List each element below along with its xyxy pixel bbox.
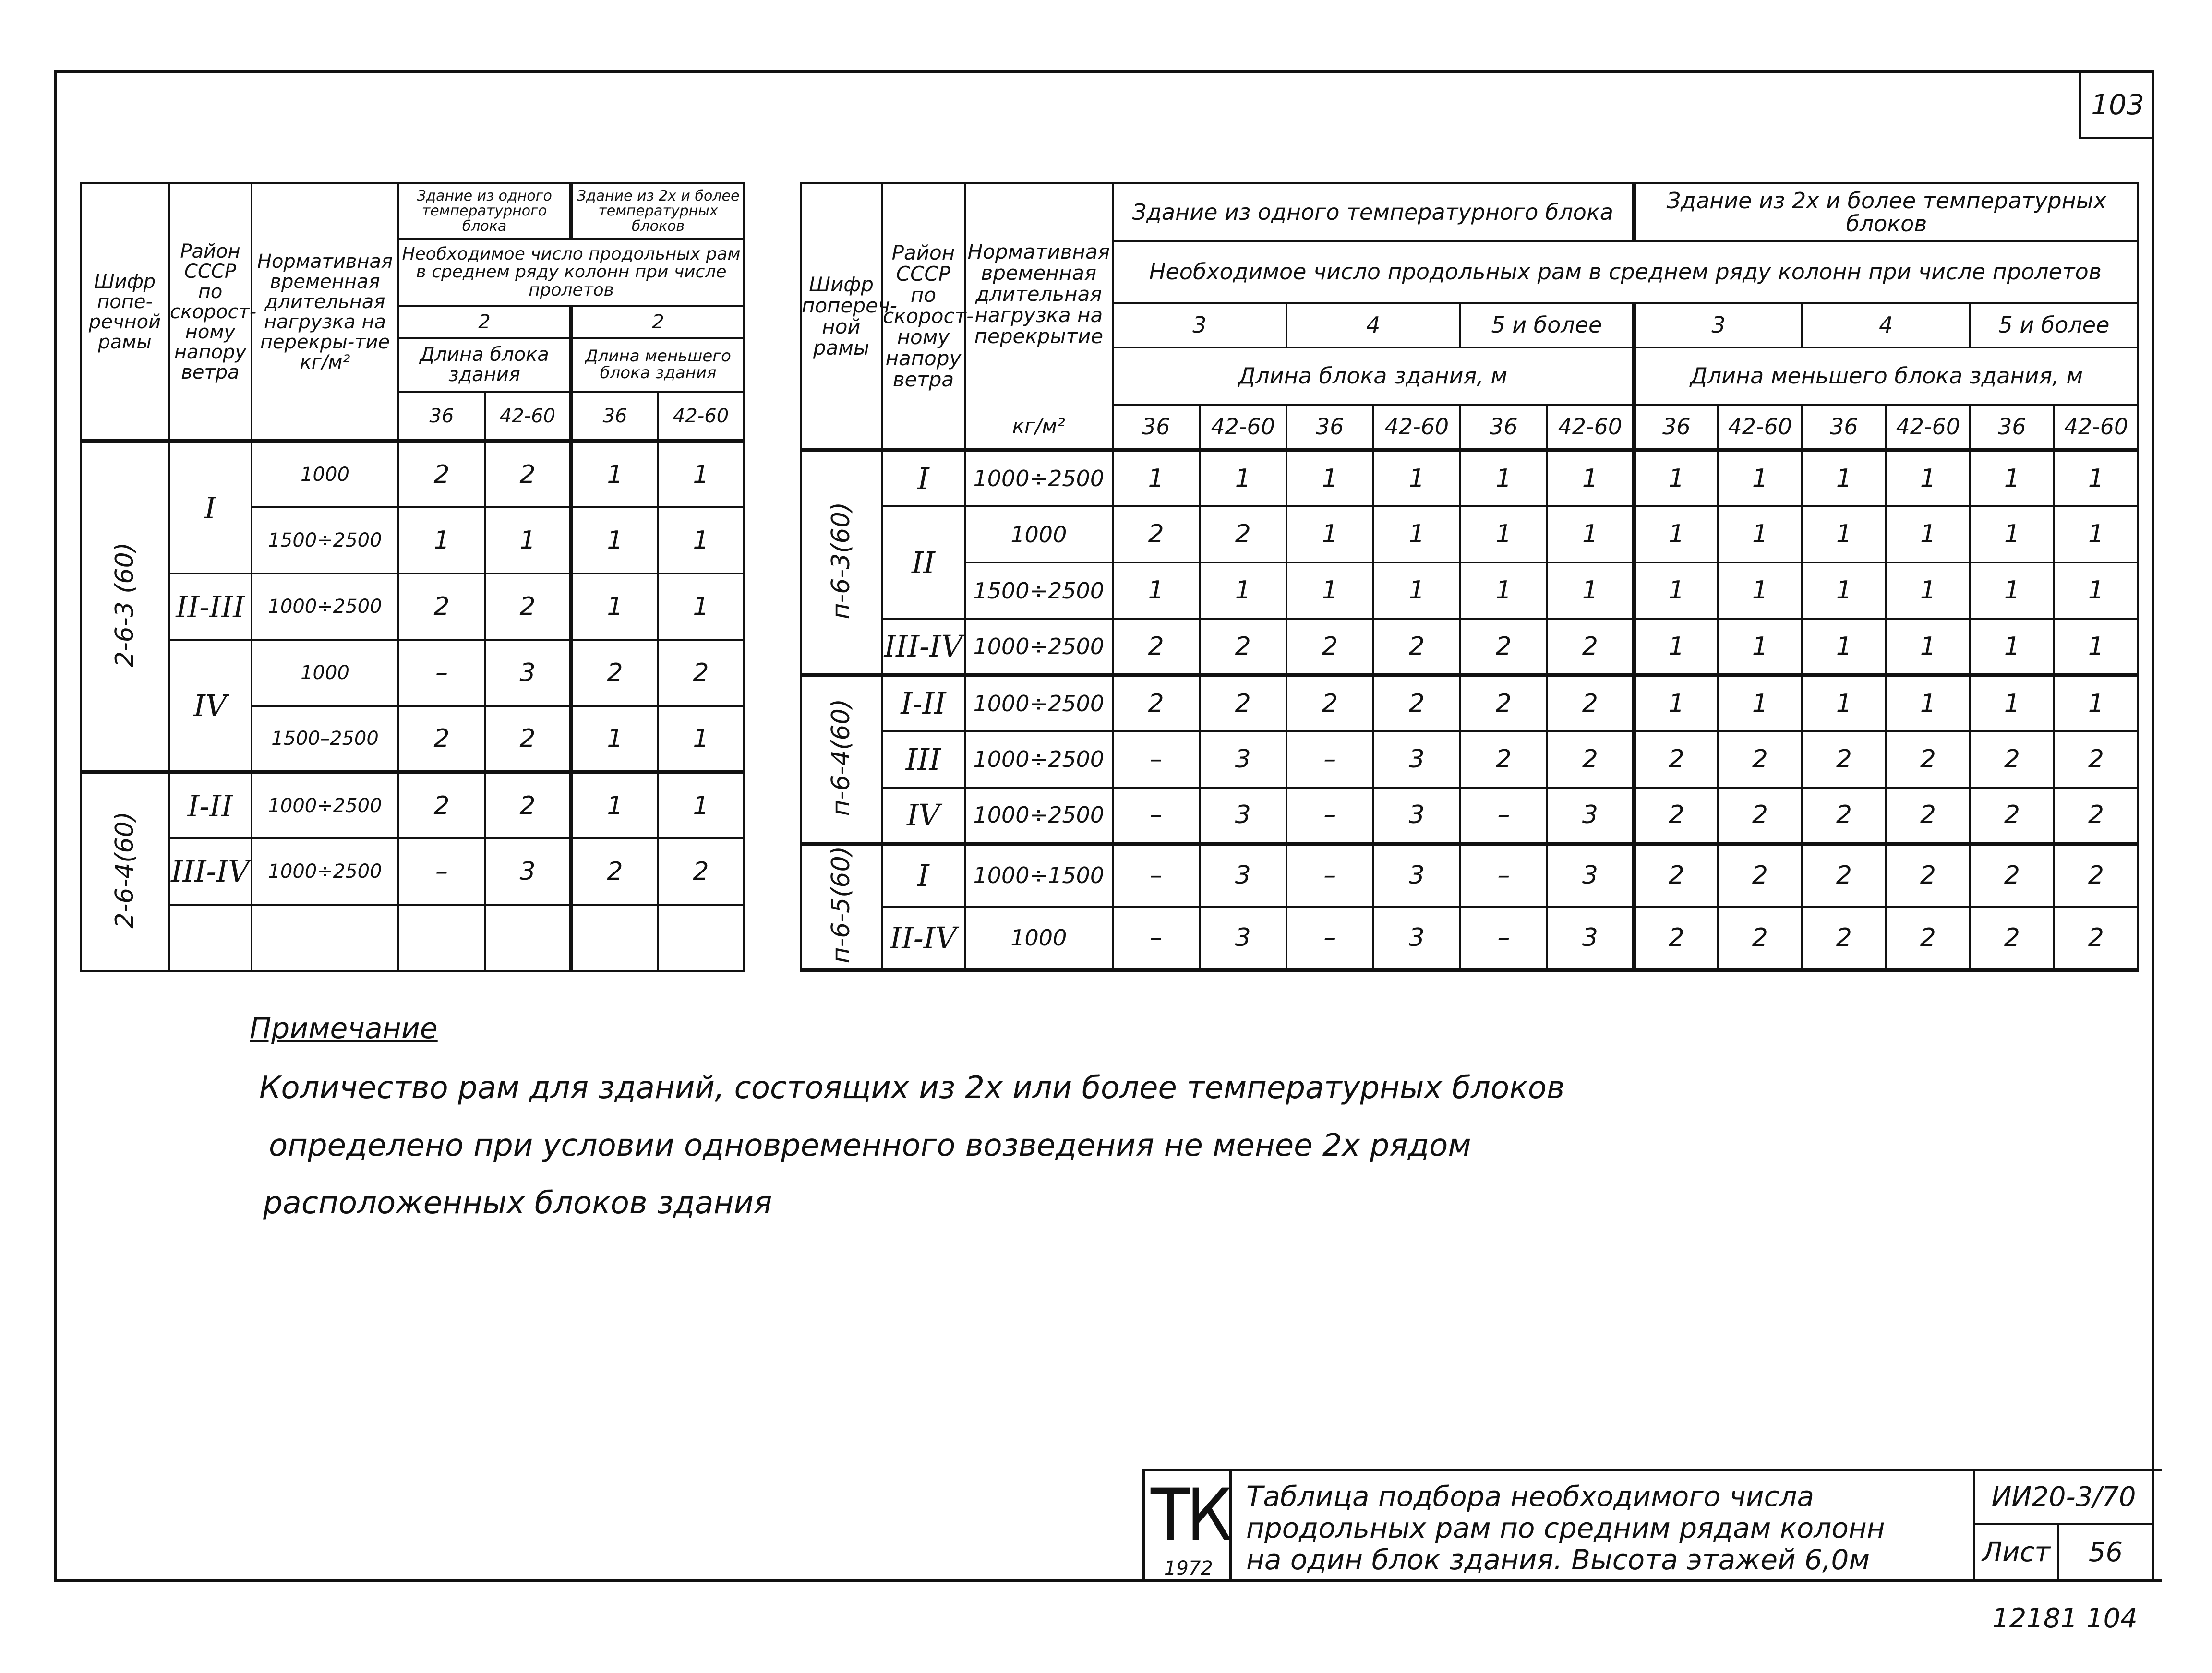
value-cell: 2	[1886, 844, 1970, 907]
value-cell: 2	[1886, 788, 1970, 844]
value-cell: 2	[1718, 907, 1802, 970]
header-load: Нормативная временная длительная нагрузка на перекрытие	[965, 183, 1113, 405]
value-cell: 1	[1718, 675, 1802, 731]
note-line: определено при условии одновременного возведения не менее 2х рядом	[269, 1128, 1471, 1163]
header-multi-block: Здание из 2х и более температурных блоков	[1634, 183, 2138, 241]
value-cell: 2	[571, 838, 658, 905]
value-cell: –	[398, 838, 485, 905]
region-cell: I	[169, 441, 252, 574]
value-cell: –	[1113, 907, 1200, 970]
value-cell: 1	[1802, 562, 1886, 619]
length-label: 42-60	[1547, 405, 1634, 450]
value-cell: 2	[1200, 675, 1286, 731]
span-count: 3	[1634, 303, 1802, 347]
span-count: 3	[1113, 303, 1286, 347]
value-cell: 2	[1970, 788, 2054, 844]
value-cell: 2	[2054, 907, 2138, 970]
value-cell: 2	[485, 574, 571, 640]
cipher-cell: 2-6-4(60)	[81, 772, 169, 971]
value-cell: –	[1286, 788, 1373, 844]
region-cell: I-II	[169, 772, 252, 838]
value-cell: 2	[1460, 731, 1547, 788]
value-cell: 3	[1547, 788, 1634, 844]
value-cell: 1	[1886, 506, 1970, 562]
header-required: Необходимое число продольных рам в среднем ряду колонн при числе пролетов	[398, 239, 744, 305]
value-cell: 2	[2054, 844, 2138, 907]
stamp-title: Таблица подбора необходимого числа продольных рам по средним рядам колонн на один блок здания. Высота этажей 6,0м	[1246, 1480, 1885, 1576]
value-cell: 1	[1970, 619, 2054, 675]
archive-number: 12181 104	[1992, 1603, 2138, 1634]
load-cell: 1500÷2500	[965, 562, 1113, 619]
header-required: Необходимое число продольных рам в среднем ряду колонн при числе пролетов	[1113, 241, 2138, 303]
load-cell: 1500–2500	[252, 706, 398, 772]
region-cell: IV	[882, 788, 965, 844]
value-cell: 1	[1200, 450, 1286, 506]
left-table	[80, 182, 745, 972]
load-cell: 1000	[965, 506, 1113, 562]
region-cell	[169, 905, 252, 971]
value-cell: 3	[1200, 844, 1286, 907]
cipher-cell: п-6-5(60)	[801, 844, 882, 970]
load-cell: 1000	[965, 907, 1113, 970]
header-region: Район СССР по скорост-ному напору ветра	[882, 183, 965, 450]
value-cell: –	[1286, 731, 1373, 788]
length-label: 42-60	[658, 392, 744, 442]
value-cell: 2	[658, 640, 744, 706]
value-cell: 1	[485, 507, 571, 574]
length-label: 36	[571, 392, 658, 442]
value-cell: 2	[398, 772, 485, 838]
note-line: расположенных блоков здания	[263, 1185, 772, 1221]
cipher-cell: 2-6-3 (60)	[81, 441, 169, 772]
region-cell: III	[882, 731, 965, 788]
tk-stamp	[1142, 1469, 1232, 1582]
value-cell: 2	[1718, 844, 1802, 907]
length-label: 42-60	[2054, 405, 2138, 450]
length-label: 36	[1802, 405, 1886, 450]
value-cell: –	[1286, 907, 1373, 970]
value-cell: 1	[1460, 450, 1547, 506]
span-count: 5 и более	[1970, 303, 2138, 347]
value-cell: 1	[1802, 675, 1886, 731]
value-cell: 1	[571, 441, 658, 507]
span-count: 5 и более	[1460, 303, 1634, 347]
length-label: 36	[1634, 405, 1718, 450]
value-cell: 1	[1200, 562, 1286, 619]
value-cell: 2	[1373, 619, 1460, 675]
value-cell: –	[1460, 844, 1547, 907]
value-cell: 1	[571, 706, 658, 772]
value-cell: 1	[1802, 506, 1886, 562]
region-cell: III-IV	[169, 838, 252, 905]
load-cell: 1000÷2500	[252, 772, 398, 838]
region-cell: II-III	[169, 574, 252, 640]
value-cell: 3	[1547, 844, 1634, 907]
value-cell: 2	[1634, 907, 1718, 970]
value-cell: 2	[485, 706, 571, 772]
load-cell: 1000	[252, 640, 398, 706]
value-cell: 1	[658, 574, 744, 640]
value-cell: 1	[1970, 506, 2054, 562]
value-cell: 2	[1802, 907, 1886, 970]
value-cell: 1	[1718, 619, 1802, 675]
value-cell: 2	[2054, 788, 2138, 844]
value-cell: 2	[1718, 731, 1802, 788]
load-cell: 1000÷2500	[252, 838, 398, 905]
value-cell: 2	[2054, 731, 2138, 788]
value-cell	[658, 905, 744, 971]
value-cell: 1	[1718, 506, 1802, 562]
value-cell: 2	[658, 838, 744, 905]
note-title: Примечание	[250, 1012, 438, 1045]
value-cell: –	[1460, 907, 1547, 970]
length-label: 42-60	[1200, 405, 1286, 450]
value-cell: 1	[1286, 450, 1373, 506]
load-cell	[252, 905, 398, 971]
value-cell: 1	[1286, 506, 1373, 562]
value-cell: 2	[1113, 675, 1200, 731]
value-cell: 1	[658, 441, 744, 507]
length-label: 36	[1970, 405, 2054, 450]
value-cell: 1	[571, 772, 658, 838]
value-cell: 1	[1886, 562, 1970, 619]
value-cell: 3	[485, 838, 571, 905]
value-cell: 1	[2054, 675, 2138, 731]
value-cell: 2	[1802, 844, 1886, 907]
value-cell: 1	[2054, 619, 2138, 675]
value-cell: 1	[1634, 675, 1718, 731]
value-cell: 2	[485, 772, 571, 838]
value-cell: 1	[1886, 619, 1970, 675]
value-cell: 2	[1200, 506, 1286, 562]
value-cell: 2	[1547, 731, 1634, 788]
value-cell: 1	[2054, 450, 2138, 506]
value-cell: 1	[1970, 450, 2054, 506]
right-table	[800, 182, 2139, 972]
value-cell: 1	[398, 507, 485, 574]
value-cell: 1	[1373, 450, 1460, 506]
page-number: 103	[2079, 72, 2154, 139]
value-cell: –	[1113, 788, 1200, 844]
value-cell: –	[1113, 731, 1200, 788]
value-cell: 1	[1634, 450, 1718, 506]
load-cell: 1500÷2500	[252, 507, 398, 574]
value-cell: 2	[1547, 619, 1634, 675]
value-cell: 1	[658, 507, 744, 574]
value-cell: 2	[1886, 731, 1970, 788]
value-cell	[485, 905, 571, 971]
value-cell: 1	[1634, 506, 1718, 562]
value-cell: 1	[1970, 562, 2054, 619]
span-count: 2	[571, 306, 744, 338]
cipher-cell: п-6-4(60)	[801, 675, 882, 843]
value-cell: 1	[2054, 562, 2138, 619]
value-cell: 1	[1547, 562, 1634, 619]
tk-logo: ТК	[1151, 1474, 1229, 1557]
load-cell: 1000÷2500	[965, 788, 1113, 844]
value-cell: 2	[1113, 506, 1200, 562]
region-cell: II-IV	[882, 907, 965, 970]
region-cell: I-II	[882, 675, 965, 731]
region-cell: I	[882, 450, 965, 506]
header-load: Нормативная временная длительная нагрузка на перекры-тие кг/м²	[252, 183, 398, 441]
value-cell: 1	[658, 772, 744, 838]
value-cell: –	[398, 640, 485, 706]
value-cell: 2	[1373, 675, 1460, 731]
header-load-unit: кг/м²	[965, 405, 1113, 450]
value-cell: 3	[1373, 788, 1460, 844]
load-cell: 1000÷2500	[252, 574, 398, 640]
value-cell: 3	[1200, 788, 1286, 844]
value-cell: 2	[1634, 788, 1718, 844]
value-cell: 2	[1547, 675, 1634, 731]
value-cell: 1	[1634, 562, 1718, 619]
span-count: 4	[1802, 303, 1970, 347]
value-cell: 1	[1547, 506, 1634, 562]
header-one-block: Здание из одного температурного блока	[398, 183, 571, 239]
value-cell: 1	[658, 706, 744, 772]
length-label: 36	[398, 392, 485, 442]
value-cell: 1	[1286, 562, 1373, 619]
region-cell: I	[882, 844, 965, 907]
value-cell: 1	[1373, 506, 1460, 562]
value-cell: 3	[485, 640, 571, 706]
header-cipher: Шифр попе-речной рамы	[81, 183, 169, 441]
length-label: 42-60	[485, 392, 571, 442]
value-cell: 1	[1113, 562, 1200, 619]
span-count: 4	[1286, 303, 1460, 347]
stamp-code: ИИ20-3/70	[1973, 1469, 2154, 1525]
region-cell: II	[882, 506, 965, 619]
header-length-smaller: Длина меньшего блока здания, м	[1634, 347, 2138, 404]
length-label: 42-60	[1718, 405, 1802, 450]
value-cell: 1	[1718, 450, 1802, 506]
value-cell: 3	[1200, 731, 1286, 788]
value-cell: 2	[1286, 675, 1373, 731]
header-multi-block: Здание из 2х и более температурных блоков	[571, 183, 744, 239]
load-cell: 1000÷2500	[965, 731, 1113, 788]
header-cipher: Шифр попереч-ной рамы	[801, 183, 882, 450]
load-cell: 1000÷2500	[965, 619, 1113, 675]
note-line: Количество рам для зданий, состоящих из 2х или более температурных блоков	[259, 1070, 1565, 1106]
value-cell: 1	[571, 574, 658, 640]
value-cell: 2	[1802, 788, 1886, 844]
value-cell: 2	[1113, 619, 1200, 675]
length-label: 42-60	[1373, 405, 1460, 450]
value-cell: 2	[1460, 675, 1547, 731]
length-label: 36	[1460, 405, 1547, 450]
stamp-sheet-label: Лист	[1973, 1523, 2059, 1582]
load-cell: 1000÷2500	[965, 450, 1113, 506]
value-cell: 2	[1634, 844, 1718, 907]
value-cell: –	[1286, 844, 1373, 907]
region-cell: IV	[169, 640, 252, 772]
value-cell: 2	[1970, 731, 2054, 788]
value-cell: 1	[1373, 562, 1460, 619]
value-cell: 1	[1460, 506, 1547, 562]
header-length-block: Длина блока здания	[398, 338, 571, 392]
load-cell: 1000÷2500	[965, 675, 1113, 731]
value-cell: 2	[1970, 907, 2054, 970]
header-length-block: Длина блока здания, м	[1113, 347, 1634, 404]
value-cell: 2	[1802, 731, 1886, 788]
region-cell: III-IV	[882, 619, 965, 675]
header-region: Район СССР по скорост-ному напору ветра	[169, 183, 252, 441]
value-cell	[571, 905, 658, 971]
value-cell: 3	[1373, 844, 1460, 907]
value-cell: 2	[398, 574, 485, 640]
value-cell: 1	[1547, 450, 1634, 506]
value-cell: 2	[1634, 731, 1718, 788]
value-cell: 1	[2054, 506, 2138, 562]
value-cell: 3	[1200, 907, 1286, 970]
header-one-block: Здание из одного температурного блока	[1113, 183, 1634, 241]
value-cell: 2	[1460, 619, 1547, 675]
value-cell: 2	[1718, 788, 1802, 844]
value-cell: 1	[1113, 450, 1200, 506]
value-cell: 2	[485, 441, 571, 507]
value-cell: 2	[1886, 907, 1970, 970]
value-cell: 2	[1200, 619, 1286, 675]
stamp-year: 1972	[1164, 1557, 1213, 1579]
value-cell: –	[1460, 788, 1547, 844]
length-label: 42-60	[1886, 405, 1970, 450]
value-cell: 1	[1802, 450, 1886, 506]
value-cell: 1	[1970, 675, 2054, 731]
value-cell: 2	[398, 706, 485, 772]
value-cell: 2	[571, 640, 658, 706]
value-cell: 1	[1802, 619, 1886, 675]
value-cell: 1	[1634, 619, 1718, 675]
value-cell: 2	[1286, 619, 1373, 675]
value-cell: 1	[1460, 562, 1547, 619]
length-label: 36	[1113, 405, 1200, 450]
value-cell: 1	[571, 507, 658, 574]
header-length-smaller: Длина меньшего блока здания	[571, 338, 744, 392]
value-cell: 2	[398, 441, 485, 507]
length-label: 36	[1286, 405, 1373, 450]
title-block	[1142, 1469, 2154, 1582]
value-cell: 1	[1886, 450, 1970, 506]
load-cell: 1000÷1500	[965, 844, 1113, 907]
stamp-sheet-number: 56	[2057, 1523, 2154, 1582]
value-cell: 1	[1886, 675, 1970, 731]
value-cell: 3	[1373, 731, 1460, 788]
value-cell: 3	[1547, 907, 1634, 970]
load-cell: 1000	[252, 441, 398, 507]
cipher-cell: п-6-3(60)	[801, 450, 882, 675]
value-cell	[398, 905, 485, 971]
value-cell: 1	[1718, 562, 1802, 619]
value-cell: 3	[1373, 907, 1460, 970]
value-cell: 2	[1970, 844, 2054, 907]
value-cell: –	[1113, 844, 1200, 907]
span-count: 2	[398, 306, 571, 338]
